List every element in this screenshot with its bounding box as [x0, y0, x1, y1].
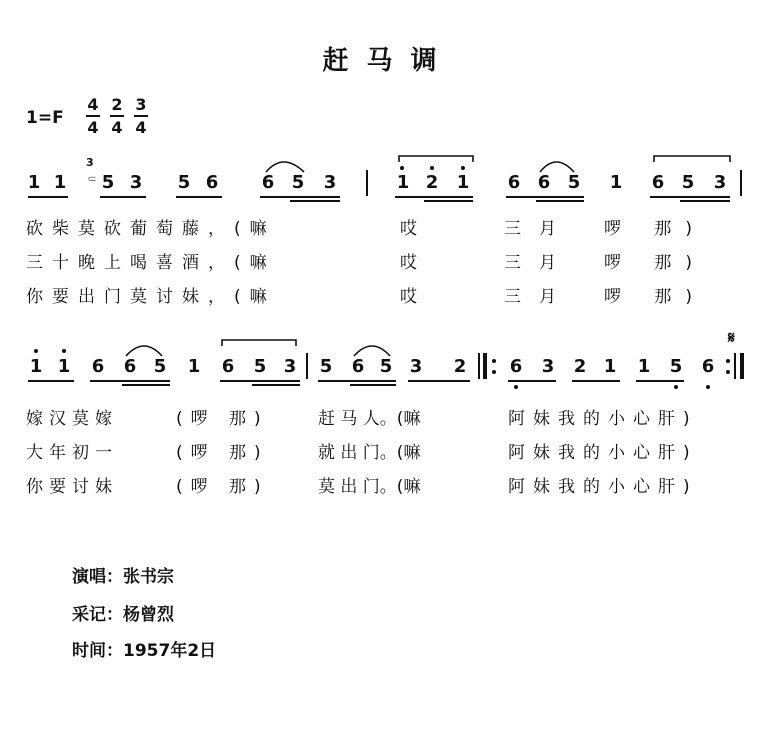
credit-transcriber: 采记：杨曾烈 — [72, 605, 174, 625]
bracket — [222, 340, 296, 346]
lyric-word: 莫 出 门。(嘛 — [318, 477, 421, 497]
lyric-word: 阿妹我的小心肝) — [508, 409, 698, 429]
lyric-word: 啰 那) — [604, 287, 707, 307]
note: 1 — [603, 356, 617, 377]
note: 1 — [27, 172, 41, 193]
lyric-word: 三月 — [504, 287, 574, 307]
meter-bottom: 4 — [135, 118, 147, 137]
meter-bottom: 4 — [87, 118, 99, 137]
note: 1 — [637, 356, 651, 377]
lyric-word: 啰 那) — [604, 253, 707, 273]
credit-date: 时间：1957年2日 — [72, 641, 217, 661]
slur — [540, 162, 574, 172]
note: 5 — [379, 356, 393, 377]
lyric-word: (啰 那) — [176, 409, 269, 429]
note: 6 — [221, 356, 235, 377]
lyric-word: (啰 那) — [176, 477, 269, 497]
note: 1 — [456, 172, 470, 193]
note: 5 — [669, 356, 683, 377]
note: 5 — [153, 356, 167, 377]
note: 5 — [177, 172, 191, 193]
note: 6 — [91, 356, 105, 377]
lyric-word: 三月 — [504, 253, 574, 273]
grace-note: 3 — [86, 156, 94, 169]
lyric-word: 哎 — [400, 287, 417, 307]
lyric-word: 嫁汉莫嫁 — [26, 409, 118, 429]
note: 6 — [123, 356, 137, 377]
lyric-word: 三月 — [504, 219, 574, 239]
note: 6 — [507, 172, 521, 193]
lyric-line: 砍柴莫砍葡萄藤，(嘛 — [26, 219, 276, 239]
note: 1 — [396, 172, 410, 193]
lyric-word: 赶 马 人。(嘛 — [318, 409, 421, 429]
meter-top: 4 — [87, 95, 99, 114]
slur — [126, 346, 162, 356]
note: 1 — [609, 172, 623, 193]
note: 6 — [509, 356, 523, 377]
note: 5 — [567, 172, 581, 193]
note: 2 — [453, 356, 467, 377]
note: 1 — [53, 172, 67, 193]
meter-bottom: 4 — [111, 118, 123, 137]
note: 6 — [701, 356, 715, 377]
note: 5 — [253, 356, 267, 377]
note: 1 — [57, 356, 71, 377]
note: 2 — [425, 172, 439, 193]
note: 6 — [205, 172, 219, 193]
note: 6 — [651, 172, 665, 193]
lyric-word: 大年初一 — [26, 443, 118, 463]
note: 1 — [29, 356, 43, 377]
note: 5 — [681, 172, 695, 193]
note: 6 — [351, 356, 365, 377]
slur — [266, 162, 304, 172]
lyric-word: 啰 那) — [604, 219, 707, 239]
note: 3 — [541, 356, 555, 377]
lyric-word: 你要讨妹 — [26, 477, 118, 497]
lyric-word: 阿妹我的小心肝) — [508, 477, 698, 497]
note: 5 — [291, 172, 305, 193]
lyric-word: 哎 — [400, 253, 417, 273]
lyric-word: (啰 那) — [176, 443, 269, 463]
lyric-word: 就 出 门。(嘛 — [318, 443, 421, 463]
page-title: 赶马调 — [322, 46, 455, 76]
note: 6 — [261, 172, 275, 193]
note: 5 — [101, 172, 115, 193]
bracket — [654, 156, 730, 162]
lyric-word: 哎 — [400, 219, 417, 239]
note: 5 — [319, 356, 333, 377]
credit-singer: 演唱：张书宗 — [72, 567, 174, 587]
lyric-line: 三十晚上喝喜酒，(嘛 — [26, 253, 276, 273]
note: 3 — [323, 172, 337, 193]
lyric-word: 阿妹我的小心肝) — [508, 443, 698, 463]
meter-top: 2 — [111, 95, 123, 114]
segno-icon: 𝄋 — [728, 328, 735, 347]
note: 2 — [573, 356, 587, 377]
note: 3 — [713, 172, 727, 193]
grace-tie: ⸦ — [86, 172, 99, 186]
lyric-line: 你要出门莫讨妹，(嘛 — [26, 287, 276, 307]
note: 6 — [537, 172, 551, 193]
note: 1 — [187, 356, 201, 377]
bracket — [399, 156, 473, 162]
note: 3 — [283, 356, 297, 377]
key-signature: 1=F — [26, 108, 64, 128]
note: 3 — [129, 172, 143, 193]
meter-top: 3 — [135, 95, 147, 114]
slur — [354, 346, 390, 356]
note: 3 — [409, 356, 423, 377]
